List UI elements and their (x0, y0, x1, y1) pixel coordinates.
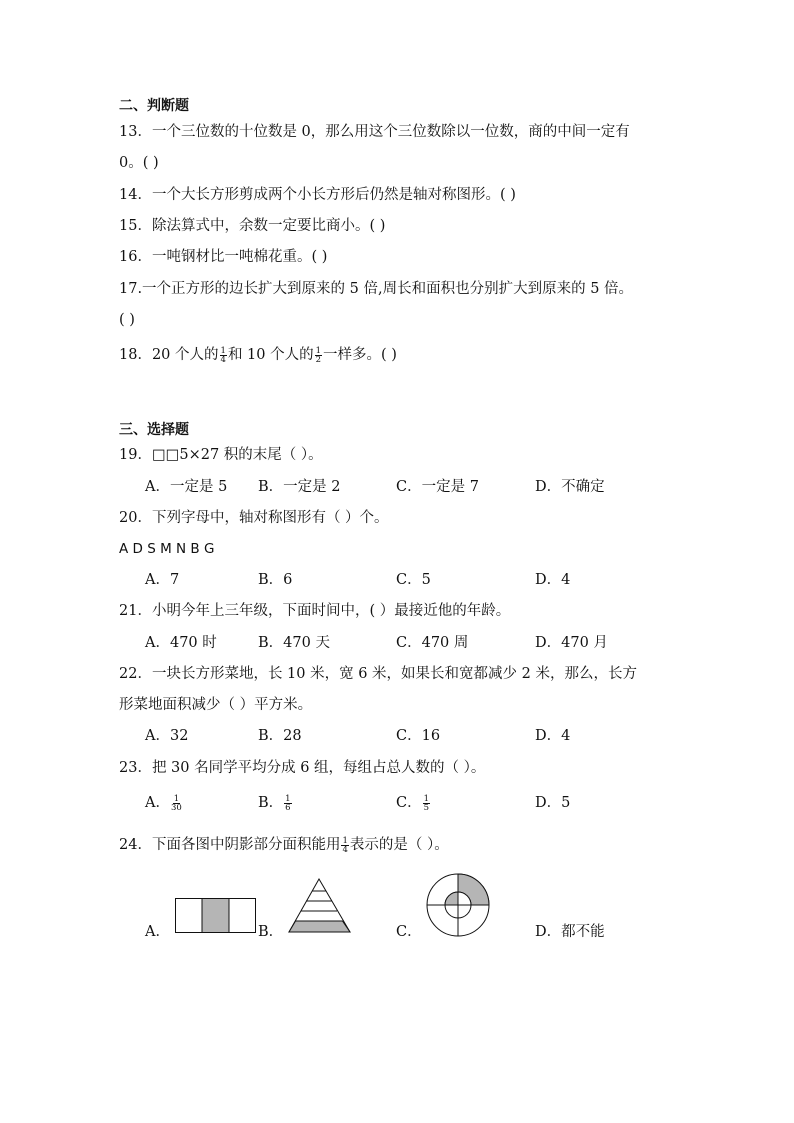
fraction-denominator: 4 (220, 354, 226, 365)
q21-option-a[interactable]: A．470 时 (145, 635, 217, 651)
fraction-numerator: 1 (220, 345, 226, 356)
question-16: 16．一吨钢材比一吨棉花重。( ) (119, 249, 328, 265)
q24-option-b[interactable]: B． (258, 924, 284, 940)
question-20: 20．下列字母中，轴对称图形有（ ）个。 (119, 510, 389, 526)
fraction-denominator: 30 (170, 802, 182, 813)
section-title-choice: 三、选择题 (119, 422, 189, 438)
question-21: 21．小明今年上三年级，下面时间中，( ）最接近他的年龄。 (119, 603, 511, 619)
question-15: 15．除法算式中，余数一定要比商小。( ) (119, 218, 386, 234)
fraction-one-sixth (284, 795, 291, 812)
question-22-line2: 形菜地面积减少（ ）平方米。 (119, 697, 313, 713)
q18-text-c: 一样多。( ) (323, 347, 397, 363)
fraction-denominator: 4 (342, 844, 348, 855)
fraction-numerator: 1 (342, 835, 348, 846)
question-13-line1: 13．一个三位数的十位数是 0，那么用这个三位数除以一位数，商的中间一定有 (119, 124, 630, 140)
question-14: 14．一个大长方形剪成两个小长方形后仍然是轴对称图形。( ) (119, 187, 516, 203)
q24-text-a: 24．下面各图中阴影部分面积能用 (119, 837, 341, 853)
option-label: C． (396, 795, 422, 811)
fraction-numerator: 1 (423, 793, 430, 804)
q22-option-a[interactable]: A．32 (145, 728, 189, 744)
q23-option-a[interactable] (145, 793, 183, 813)
q22-option-c[interactable]: C．16 (396, 728, 441, 744)
q20-option-a[interactable]: A．7 (145, 572, 180, 588)
q20-option-c[interactable]: C．5 (396, 572, 431, 588)
fraction-one-quarter (220, 347, 227, 364)
fraction-numerator: 1 (315, 345, 322, 356)
fraction-denominator: 2 (315, 354, 322, 365)
figure-c-circle (425, 872, 491, 938)
figure-a-shaded-part (202, 899, 229, 933)
q24-option-d[interactable]: D．都不能 (535, 924, 605, 940)
q22-option-b[interactable]: B．28 (258, 728, 302, 744)
q19-option-a[interactable]: A．一定是 5 (145, 479, 228, 495)
q21-option-b[interactable]: B．470 天 (258, 635, 330, 651)
q23-option-b[interactable] (258, 793, 293, 813)
fraction-one-thirtieth (171, 795, 182, 812)
question-18 (119, 345, 397, 365)
q19-option-b[interactable]: B．一定是 2 (258, 479, 341, 495)
question-22-line1: 22．一块长方形菜地，长 10 米，宽 6 米，如果长和宽都减少 2 米，那么，长方 (119, 666, 638, 682)
q24-option-c[interactable]: C． (396, 924, 422, 940)
q23-option-d[interactable]: D．5 (535, 795, 571, 811)
question-17-line2: ( ) (119, 312, 135, 328)
option-label: A． (145, 795, 170, 811)
q24-text-b: 表示的是（ ）。 (349, 837, 449, 853)
q19-option-c[interactable]: C．一定是 7 (396, 479, 479, 495)
q20-option-b[interactable]: B．6 (258, 572, 293, 588)
q23-option-c[interactable] (396, 793, 431, 813)
fraction-denominator: 6 (285, 802, 291, 813)
option-label: B． (258, 795, 284, 811)
q22-option-d[interactable]: D．4 (535, 728, 571, 744)
fraction-one-quarter (341, 837, 348, 854)
figure-a-rectangle (175, 898, 257, 934)
q18-text-b: 和 10 个人的 (227, 347, 314, 363)
q20-letters: A D S M N B G (119, 541, 215, 557)
q21-option-d[interactable]: D．470 月 (535, 635, 608, 651)
fraction-numerator: 1 (285, 793, 291, 804)
figure-b-triangle (286, 878, 352, 934)
section-title-judgement: 二、判断题 (119, 98, 189, 114)
figure-b-shaded-part (289, 921, 350, 932)
question-13-line2: 0。( ) (119, 155, 159, 171)
fraction-denominator: 5 (423, 802, 430, 813)
question-23: 23．把 30 名同学平均分成 6 组，每组占总人数的（ ）。 (119, 760, 486, 776)
q19-option-d[interactable]: D．不确定 (535, 479, 605, 495)
question-24 (119, 835, 449, 855)
q21-option-c[interactable]: C．470 周 (396, 635, 469, 651)
fraction-one-fifth (423, 795, 430, 812)
question-17-line1: 17.一个正方形的边长扩大到原来的 5 倍,周长和面积也分别扩大到原来的 5 倍。 (119, 281, 634, 297)
q20-option-d[interactable]: D．4 (535, 572, 571, 588)
question-19: 19．□□5×27 积的末尾（ ）。 (119, 447, 323, 463)
fraction-one-half (315, 347, 322, 364)
fraction-numerator: 1 (173, 793, 180, 804)
q18-text-a: 18．20 个人的 (119, 347, 219, 363)
q24-option-a[interactable]: A． (145, 924, 170, 940)
